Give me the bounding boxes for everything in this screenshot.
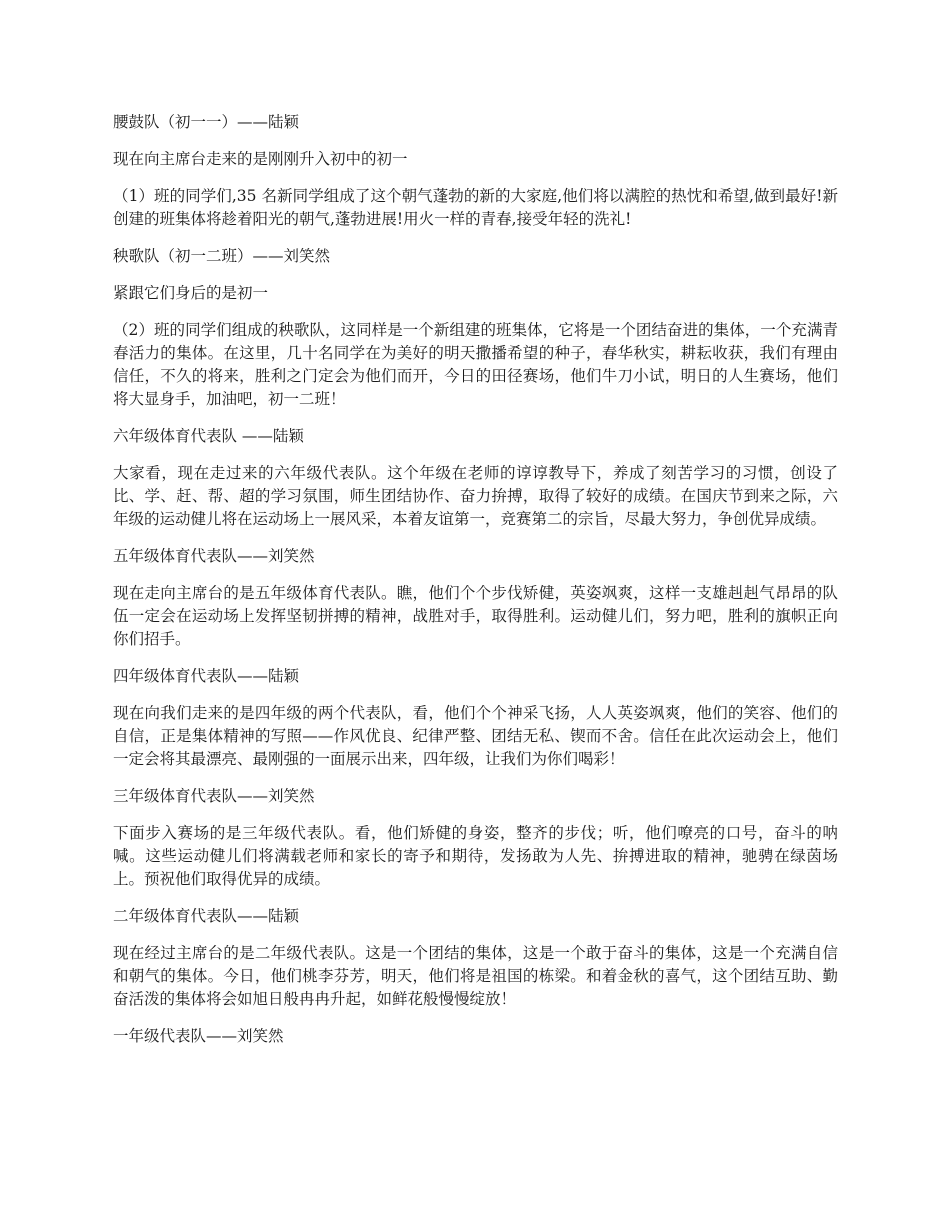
paragraph-class-2-description: （2）班的同学们组成的秧歌队，这同样是一个新组建的班集体，它将是一个团结奋进的集体，一个充满青春活力的集体。在这里，几十名同学在为美好的明天撒播希望的种子，春华秋实，耕耘收获，我们有理由信任，不久的将来，胜利之门定会为他们而开，今日的田径赛场，他们牛刀小试，明日的人生赛场，他们将大显身手，加油吧，初一二班！ — [113, 321, 838, 408]
paragraph-grade-6: 大家看，现在走过来的六年级代表队。这个年级在老师的谆谆教导下，养成了刻苦学习的习惯，创设了比、学、赶、帮、超的学习氛围，师生团结协作、奋力拚搏，取得了较好的成绩。在国庆节到来之际，六年级的运动健儿将在运动场上一展风采，本着友谊第一，竞赛第二的宗旨，尽最大努力，争创优异成绩。 — [113, 464, 838, 528]
section-heading-grade-1: 一年级代表队——刘笑然 — [113, 1027, 284, 1045]
paragraph-intro-class-1: 现在向主席台走来的是刚刚升入初中的初一 — [113, 150, 408, 168]
section-heading-grade-3: 三年级体育代表队——刘笑然 — [113, 787, 315, 805]
section-heading-grade-5: 五年级体育代表队——刘笑然 — [113, 547, 315, 565]
section-heading-drum-team: 腰鼓队（初一一）——陆颖 — [113, 113, 300, 131]
paragraph-class-1-description: （1）班的同学们,35 名新同学组成了这个朝气蓬勃的新的大家庭,他们将以满腔的热忱和希望,做到最好!新创建的班集体将趁着阳光的朝气,蓬勃进展!用火一样的青春,接受年轻的洗礼! — [113, 187, 838, 228]
paragraph-grade-2: 现在经过主席台的是二年级代表队。这是一个团结的集体，这是一个敢于奋斗的集体，这是一个充满自信和朝气的集体。今日，他们桃李芬芳，明天，他们将是祖国的栋梁。和着金秋的喜气，这个团结互助、勤奋活泼的集体将会如旭日般冉冉升起，如鲜花般慢慢绽放！ — [113, 944, 838, 1008]
paragraph-grade-5: 现在走向主席台的是五年级体育代表队。瞧，他们个个步伐矫健，英姿飒爽，这样一支雄赳赳气昂昂的队伍一定会在运动场上发挥坚韧拼搏的精神，战胜对手，取得胜利。运动健儿们，努力吧，胜利的旗帜正向你们招手。 — [113, 584, 838, 648]
section-heading-grade-6: 六年级体育代表队 ——陆颖 — [113, 427, 304, 445]
section-heading-grade-4: 四年级体育代表队——陆颖 — [113, 667, 300, 685]
section-heading-yangko-team: 秧歌队（初一二班）——刘笑然 — [113, 247, 331, 265]
section-heading-grade-2: 二年级体育代表队——陆颖 — [113, 907, 300, 925]
paragraph-grade-4: 现在向我们走来的是四年级的两个代表队，看，他们个个神采飞扬，人人英姿飒爽，他们的笑容、他们的自信，正是集体精神的写照——作风优良、纪律严整、团结无私、锲而不舍。信任在此次运动会上，他们一定会将其最漂亮、最刚强的一面展示出来，四年级，让我们为你们喝彩！ — [113, 704, 838, 768]
paragraph-grade-3: 下面步入赛场的是三年级代表队。看，他们矫健的身姿，整齐的步伐；听，他们嘹亮的口号，奋斗的呐喊。这些运动健儿们将满载老师和家长的寄予和期待，发扬敢为人先、拚搏进取的精神，驰骋在绿茵场上。预祝他们取得优异的成绩。 — [113, 824, 838, 888]
document-page — [113, 111, 838, 1062]
paragraph-intro-class-2: 紧跟它们身后的是初一 — [113, 284, 269, 302]
